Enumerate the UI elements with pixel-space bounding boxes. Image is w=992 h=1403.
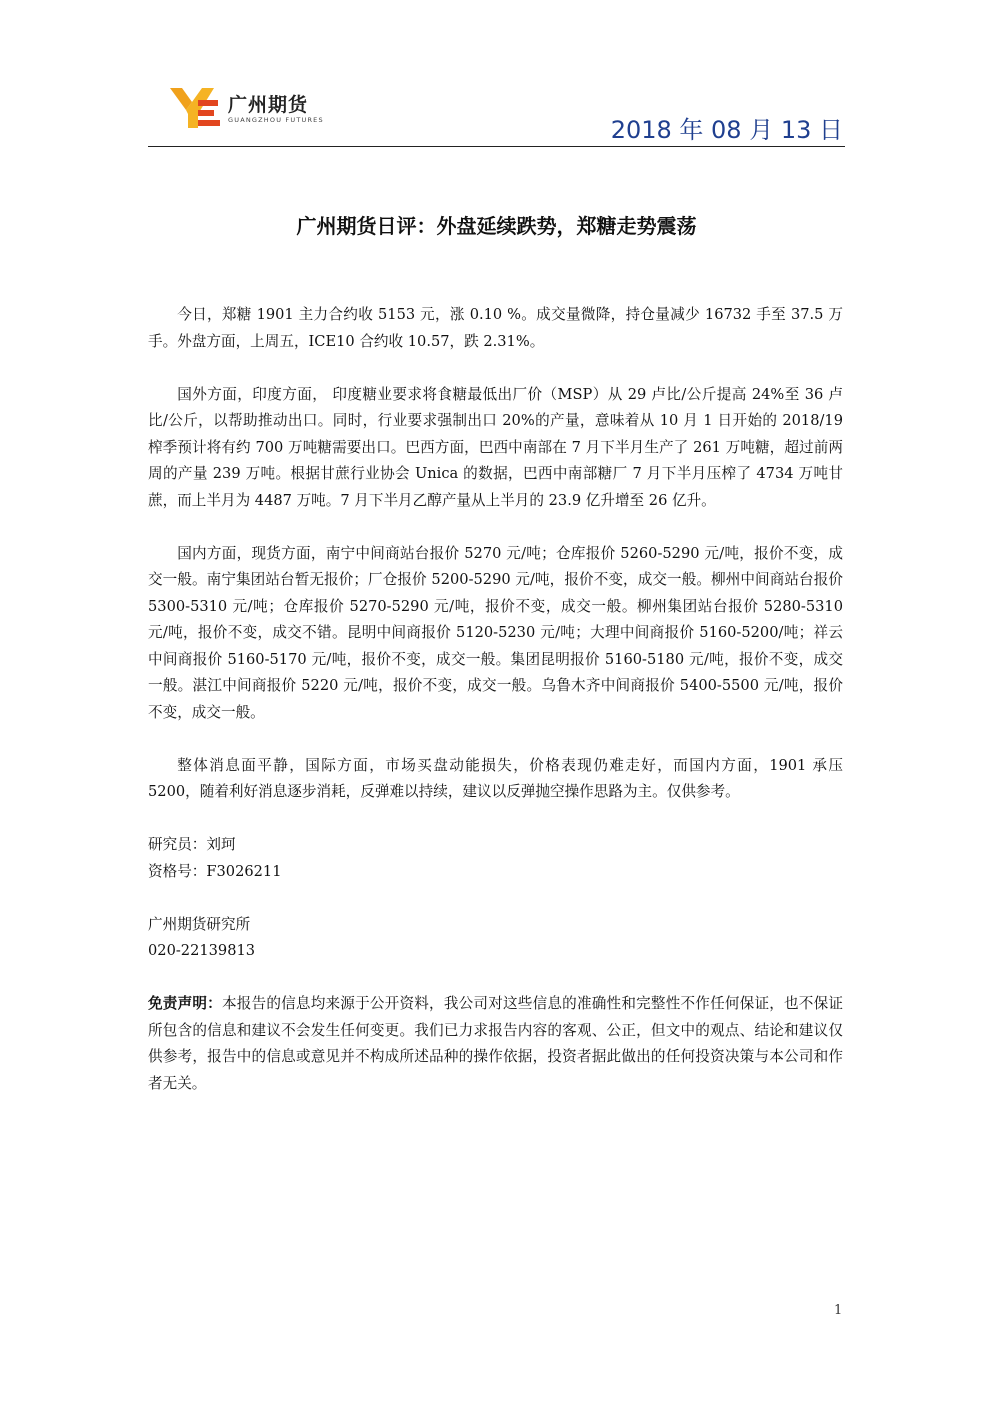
researcher-name: 研究员：刘珂 (148, 836, 236, 853)
logo-chinese-name: 广州期货 (228, 94, 309, 116)
paragraph-domestic-spot: 国内方面，现货方面，南宁中间商站台报价 5270 元/吨；仓库报价 5260-5290 元/吨，报价不变，成交一般。南宁集团站台暂无报价；厂仓报价 5200-5290 元/吨，报价不变，成交一般。柳州中间商站台报价 5300-5310 元/吨；仓库报价 5270-5290 元/吨，报价不变，成交一般。柳州集团站台报价 5280-5310 元/吨，报价不变，成交不错。昆明中间商报价 5120-5230 元/吨；大理中间商报价 5160-5200/吨；祥云中间商报价 5160-5170 元/吨，报价不变，成交一般。集团昆明报价 5160-5180 元/吨，报价不变，成交一般。湛江中间商报价 5220 元/吨，报价不变，成交一般。乌鲁木齐中间商报价 5400-5500 元/吨，报价不变，成交一般。 (148, 544, 843, 721)
logo-english-name: GUANGZHOU FUTURES (228, 116, 324, 124)
report-date: 2018 年 08 月 13 日 (610, 116, 843, 144)
institute-name: 广州期货研究所 (148, 915, 251, 933)
disclaimer-label: 免责声明： (148, 995, 222, 1012)
page-header (148, 84, 845, 147)
report-body (148, 302, 843, 1097)
disclaimer-text: 本报告的信息均来源于公开资料，我公司对这些信息的准确性和完整性不作任何保证，也不保证所包含的信息和建议不会发生任何变更。我们已力求报告内容的客观、公正，但文中的观点、结论和建议仅供参考，报告中的信息或意见并不构成所述品种的操作依据，投资者据此做出的任何投资决策与本公司和作者无关。 (148, 995, 843, 1092)
disclaimer (148, 991, 843, 1097)
company-logo (168, 86, 338, 130)
paragraph-outlook: 整体消息面平静，国际方面，市场买盘动能损失，价格表现仍难走好，而国内方面，1901 承压 5200，随着利好消息逐步消耗，反弹难以持续，建议以反弹抛空操作思路为主。仅供参考。 (148, 756, 843, 800)
institute-info (148, 912, 843, 965)
institute-phone: 020-22139813 (148, 942, 256, 959)
researcher-info (148, 832, 843, 885)
paragraph-market-summary: 今日，郑糖 1901 主力合约收 5153 元，涨 0.10 %。成交量微降，持仓量减少 16732 手至 37.5 万手。外盘方面，上周五，ICE10 合约收 10.57，跌 2.31%。 (148, 306, 843, 350)
researcher-qualification: 资格号：F3026211 (148, 862, 282, 880)
paragraph-international: 国外方面，印度方面， 印度糖业要求将食糖最低出厂价（MSP）从 29 卢比/公斤提高 24%至 36 卢比/公斤，以帮助推动出口。同时，行业要求强制出口 20%的产量，意味着从 10 月 1 日开始的 2018/19 榨季预计将有约 700 万吨糖需要出口。巴西方面，巴西中南部在 7 月下半月生产了 261 万吨糖，超过前两周的产量 239 万吨。根据甘蔗行业协会 Unica 的数据，巴西中南部糖厂 7 月下半月压榨了 4734 万吨甘蔗，而上半月为 4487 万吨。7 月下半月乙醇产量从上半月的 23.9 亿升增至 26 亿升。 (148, 385, 843, 509)
report-title: 广州期货日评：外盘延续跌势，郑糖走势震荡 (296, 214, 697, 238)
guangzhou-futures-logo-icon (168, 86, 222, 130)
page-number: 1 (834, 1303, 843, 1318)
